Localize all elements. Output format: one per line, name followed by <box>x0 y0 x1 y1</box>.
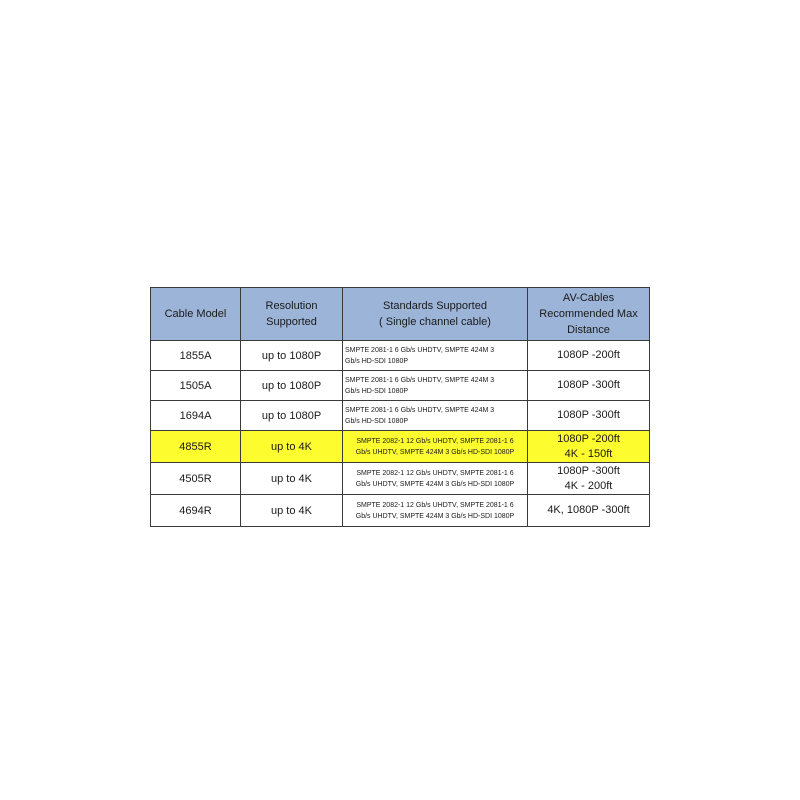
standards-line1: SMPTE 2082-1 12 Gb/s UHDTV, SMPTE 2081-1 6 <box>356 501 514 509</box>
standards-line1: SMPTE 2081-1 6 Gb/s UHDTV, SMPTE 424M 3 <box>345 376 495 384</box>
standards-line2: Gb/s HD-SDI 1080P <box>345 357 409 365</box>
cell-model: 1855A <box>151 341 241 371</box>
table-row-4505r <box>151 463 650 495</box>
distance-line1: 1080P -300ft <box>557 379 620 391</box>
standards-line2: Gb/s UHDTV, SMPTE 424M 3 Gb/s HD-SDI 1080P <box>355 512 515 520</box>
cell-model: 4505R <box>151 463 241 495</box>
standards-line1: SMPTE 2081-1 6 Gb/s UHDTV, SMPTE 424M 3 <box>345 346 495 354</box>
cell-distance <box>528 431 650 463</box>
table-row-1505a <box>151 371 650 401</box>
cell-model: 1694A <box>151 401 241 431</box>
cable-spec-table <box>150 287 650 527</box>
header-resolution-line2: Supported <box>266 316 317 328</box>
cell-standards <box>343 371 528 401</box>
cell-standards <box>343 495 528 527</box>
distance-line1: 1080P -200ft <box>557 432 620 445</box>
standards-line2: Gb/s HD-SDI 1080P <box>345 387 409 395</box>
cell-resolution: up to 4K <box>241 495 343 527</box>
header-resolution <box>241 288 343 341</box>
distance-line1: 4K, 1080P -300ft <box>547 504 630 516</box>
cell-distance <box>528 401 650 431</box>
cell-distance <box>528 341 650 371</box>
header-resolution-line1: Resolution <box>265 300 318 312</box>
cell-standards <box>343 463 528 495</box>
cell-resolution: up to 1080P <box>241 401 343 431</box>
header-distance-line2: Recommended Max <box>539 308 638 320</box>
cell-resolution: up to 1080P <box>241 341 343 371</box>
standards-line1: SMPTE 2081-1 6 Gb/s UHDTV, SMPTE 424M 3 <box>345 406 495 414</box>
cell-resolution: up to 1080P <box>241 371 343 401</box>
header-row <box>151 288 650 341</box>
header-standards-line2: ( Single channel cable) <box>379 316 491 328</box>
table-row-4694r <box>151 495 650 527</box>
cell-resolution: up to 4K <box>241 431 343 463</box>
distance-line1: 1080P -300ft <box>557 409 620 421</box>
standards-line1: SMPTE 2082-1 12 Gb/s UHDTV, SMPTE 2081-1 6 <box>356 469 514 477</box>
standards-line2: Gb/s HD-SDI 1080P <box>345 417 409 425</box>
standards-line2: Gb/s UHDTV, SMPTE 424M 3 Gb/s HD-SDI 1080P <box>355 448 515 456</box>
cell-standards <box>343 401 528 431</box>
header-cable-model: Cable Model <box>151 288 241 341</box>
table-row-4855r <box>151 431 650 463</box>
cell-standards <box>343 341 528 371</box>
header-standards <box>343 288 528 341</box>
cell-model: 1505A <box>151 371 241 401</box>
cell-resolution: up to 4K <box>241 463 343 495</box>
distance-line1: 1080P -200ft <box>557 349 620 361</box>
standards-line2: Gb/s UHDTV, SMPTE 424M 3 Gb/s HD-SDI 1080P <box>355 480 515 488</box>
cell-distance <box>528 495 650 527</box>
table-row-1694a <box>151 401 650 431</box>
header-distance-line3: Distance <box>567 324 610 336</box>
header-distance-line1: AV-Cables <box>562 292 615 304</box>
cell-model: 4694R <box>151 495 241 527</box>
cell-model: 4855R <box>151 431 241 463</box>
distance-line2: 4K - 200ft <box>564 479 613 492</box>
table-row-1855a <box>151 341 650 371</box>
table-header <box>151 288 650 341</box>
header-standards-line1: Standards Supported <box>383 300 487 312</box>
cell-distance <box>528 463 650 495</box>
distance-line1: 1080P -300ft <box>557 464 620 477</box>
header-distance <box>528 288 650 341</box>
cell-distance <box>528 371 650 401</box>
cell-standards <box>343 431 528 463</box>
distance-line2: 4K - 150ft <box>564 447 613 460</box>
table-body <box>151 341 650 527</box>
standards-line1: SMPTE 2082-1 12 Gb/s UHDTV, SMPTE 2081-1 6 <box>356 437 514 445</box>
